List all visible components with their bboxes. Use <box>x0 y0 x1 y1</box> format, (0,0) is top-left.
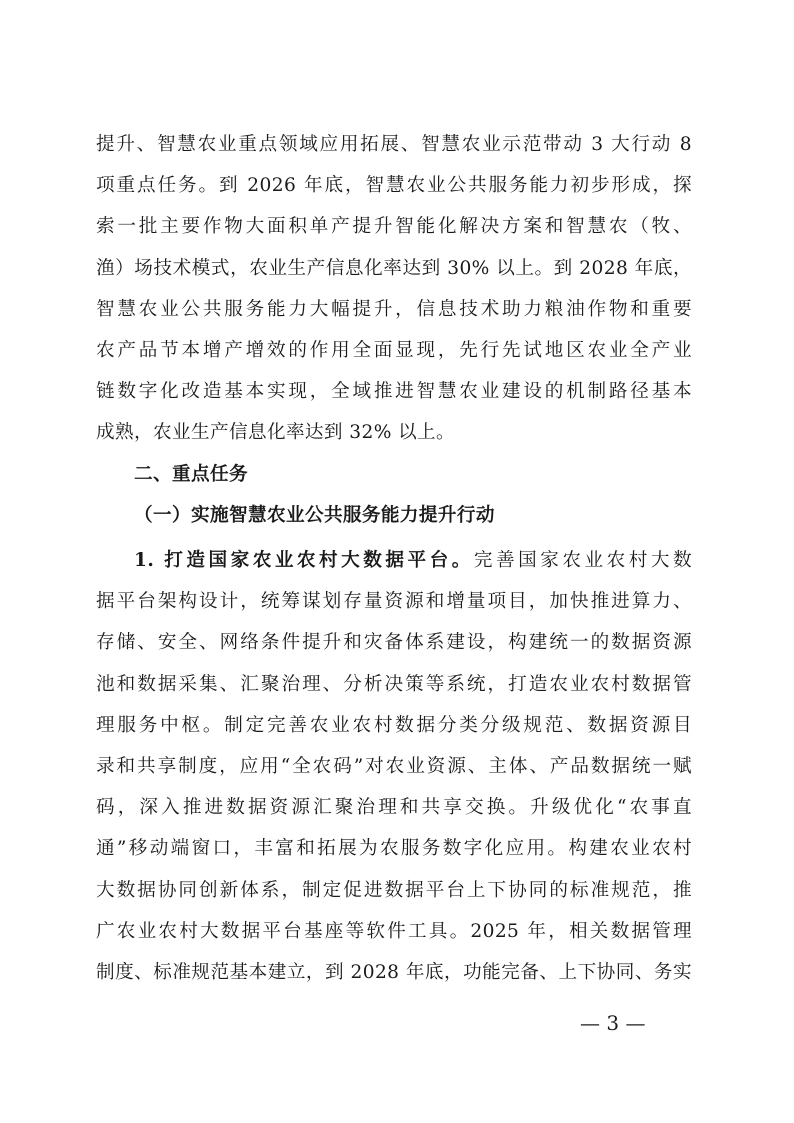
section-heading: 二、重点任务 <box>134 464 248 485</box>
text-line: 存储、安全、网络条件提升和灾备体系建设，构建统一的数据资源 <box>96 632 692 654</box>
item-first-line-rest: 完善国家农业农村大数 <box>473 550 692 571</box>
text-line: 渔）场技术模式，农业生产信息化率达到 30% 以上。到 2028 年底， <box>96 257 692 279</box>
text-line: 智慧农业公共服务能力大幅提升，信息技术助力粮油作物和重要 <box>96 298 692 320</box>
item-first-line <box>96 540 692 581</box>
text-line: 成熟，农业生产信息化率达到 32% 以上。 <box>96 422 456 444</box>
page-number: — 3 — <box>580 1011 646 1035</box>
item-title: 1. 打造国家农业农村大数据平台。 <box>134 550 474 571</box>
text-line: 大数据协同创新体系，制定促进数据平台上下协同的标准规范，推 <box>96 879 692 901</box>
text-line: 索一批主要作物大面积单产提升智能化解决方案和智慧农（牧、 <box>96 216 692 238</box>
text-line: 制度、标准规范基本建立，到 2028 年底，功能完备、上下协同、务实 <box>96 961 692 983</box>
text-line: 农产品节本增产增效的作用全面显现，先行先试地区农业全产业 <box>96 339 692 361</box>
headings-block <box>96 454 692 536</box>
text-line: 据平台架构设计，统筹谋划存量资源和增量项目，加快推进算力、 <box>96 591 692 613</box>
text-line: 提升、智慧农业重点领域应用拓展、智慧农业示范带动 3 大行动 8 <box>96 134 692 155</box>
subsection-heading: （一）实施智慧农业公共服务能力提升行动 <box>134 505 495 527</box>
text-line: 理服务中枢。制定完善农业农村数据分类分级规范、数据资源目 <box>96 714 692 736</box>
paragraph-intro <box>96 124 692 454</box>
text-line: 链数字化改造基本实现，全域推进智慧农业建设的机制路径基本 <box>96 381 692 403</box>
text-line: 通”移动端窗口，丰富和拓展为农服务数字化应用。构建农业农村 <box>96 838 692 860</box>
text-line: 项重点任务。到 2026 年底，智慧农业公共服务能力初步形成，探 <box>96 175 692 197</box>
text-line: 池和数据采集、汇聚治理、分析决策等系统，打造农业农村数据管 <box>96 673 692 695</box>
text-line: 码，深入推进数据资源汇聚治理和共享交换。升级优化“农事直 <box>96 797 692 819</box>
paragraph-item-1 <box>96 540 692 993</box>
text-line: 录和共享制度，应用“全农码”对农业资源、主体、产品数据统一赋 <box>96 755 692 777</box>
text-line: 广农业农村大数据平台基座等软件工具。2025 年，相关数据管理 <box>96 920 692 942</box>
